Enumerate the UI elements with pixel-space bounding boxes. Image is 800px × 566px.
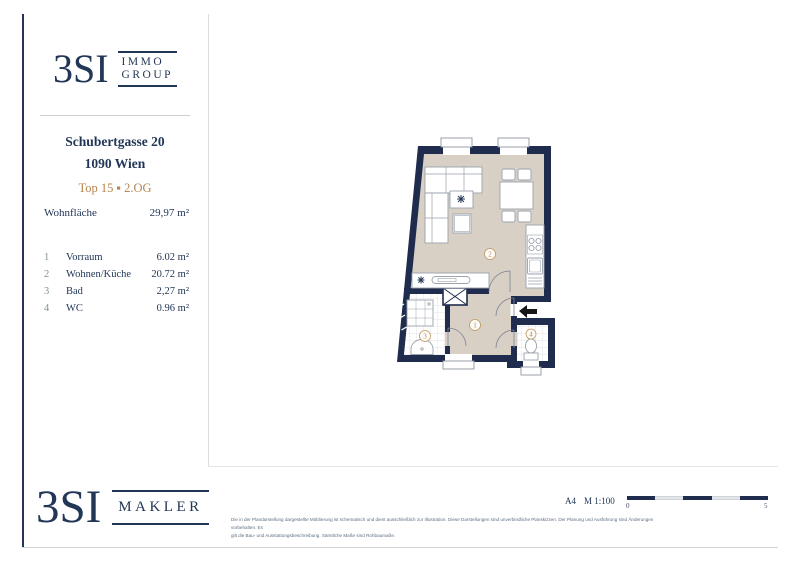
footer-logo-name: MAKLER	[118, 498, 203, 515]
room-name: Wohnen/Küche	[66, 269, 132, 280]
washbasin	[411, 340, 433, 355]
total-area-row	[44, 207, 189, 219]
disclaimer-text	[231, 516, 676, 539]
svg-text:1: 1	[473, 321, 477, 330]
room-name: WC	[66, 303, 83, 314]
scale-bar-end-label: 5	[764, 502, 768, 510]
side-table	[453, 214, 471, 233]
scale-bar	[627, 496, 768, 500]
logo-subtitle	[118, 51, 177, 87]
sidebar-divider	[208, 14, 209, 466]
room-area: 20.72 m²	[151, 269, 189, 280]
property-address	[22, 131, 208, 175]
scale-bar-start-label: 0	[626, 502, 630, 510]
logo-divider	[40, 115, 190, 116]
table-row	[44, 252, 189, 269]
room-area: 6.02 m²	[156, 252, 189, 263]
footer-logo-subtitle	[112, 490, 208, 525]
room-name: Vorraum	[66, 252, 103, 263]
logo-word-immo: IMMO	[121, 55, 165, 68]
toilet	[524, 339, 538, 360]
footer-divider	[208, 466, 778, 467]
total-area-label: Wohnfläche	[44, 207, 97, 219]
total-area-value: 29,97 m²	[149, 207, 189, 219]
badge-vorraum	[470, 320, 481, 331]
address-street: Schubertgasse 20	[65, 134, 165, 149]
room-table	[44, 252, 189, 320]
room-number: 1	[44, 252, 50, 263]
logo-brand-text: 3SI	[52, 46, 109, 91]
room-area: 2,27 m²	[156, 286, 189, 297]
room-number: 4	[44, 303, 50, 314]
unit-label: Top 15 ▪ 2.OG	[78, 181, 152, 195]
disclaimer-line-2: gilt die Bau- und Ausstattungsbeschreibung. Sämtliche Maße sind Rohbaumaße.	[231, 532, 396, 538]
svg-text:4: 4	[529, 330, 533, 339]
map-scale: M 1:100	[584, 496, 615, 506]
scale-bar-segment	[655, 496, 683, 500]
svg-text:3: 3	[423, 332, 427, 341]
badge-wc	[526, 329, 536, 339]
entrance-arrow-icon	[519, 305, 537, 318]
room-number: 3	[44, 286, 50, 297]
footer-logo	[36, 474, 209, 540]
address-city: 1090 Wien	[84, 156, 146, 171]
footer-logo-brand: 3SI	[36, 480, 102, 533]
badge-bad	[420, 331, 431, 342]
room-area: 0.96 m²	[156, 303, 189, 314]
kitchen-counter	[526, 225, 544, 288]
badge-wohnen	[485, 249, 496, 260]
scale-bar-segment	[627, 496, 655, 500]
paper-format: A4	[565, 496, 576, 506]
format-scale-label	[565, 496, 615, 506]
page-bottom-border	[22, 547, 778, 548]
company-logo	[22, 38, 208, 100]
logo-word-group: GROUP	[121, 69, 174, 81]
floorplan	[388, 130, 588, 390]
shaft	[443, 288, 467, 305]
svg-text:2: 2	[488, 250, 492, 259]
scale-bar-segment	[740, 496, 768, 500]
scale-bar-segment	[712, 496, 740, 500]
room-name: Bad	[66, 286, 83, 297]
table-row	[44, 269, 189, 286]
table-row	[44, 303, 189, 320]
table-row	[44, 286, 189, 303]
disclaimer-line-1: Die in der Plandarstellung dargestellte Möblierung ist schematisch und dient ausschließlich zur Illustration. Diese Darstellungen sind unverbindliche Planskizzen. Der Planung und Ausführung sind Änderungen vorbehalten. Es	[231, 517, 654, 530]
room-number: 2	[44, 269, 50, 280]
shower	[407, 300, 433, 326]
scale-bar-segment	[683, 496, 711, 500]
